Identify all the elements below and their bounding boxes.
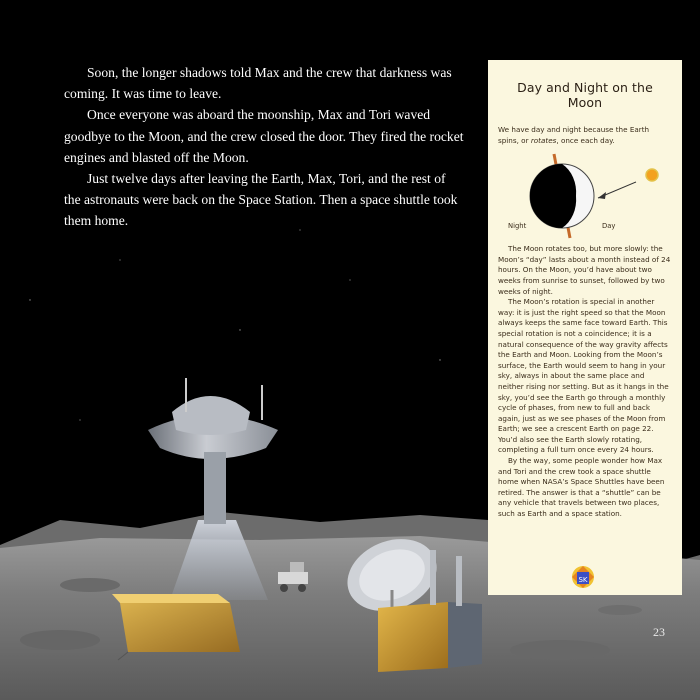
logo-text: SK [578, 576, 588, 584]
story-paragraph: Just twelve days after leaving the Earth, Max, Tori, and the rest of the astronauts were back on the Space Station. Then a space shuttle took them home. [64, 171, 458, 229]
intro-text-end: , once each day. [556, 135, 615, 145]
publisher-logo-icon [570, 564, 596, 590]
story-text [64, 62, 464, 232]
day-label: Day [602, 222, 616, 231]
sidebar-intro [498, 125, 672, 146]
earth-rotation-diagram [498, 148, 672, 244]
rotation-diagram-svg [498, 148, 672, 244]
story-paragraph: Soon, the longer shadows told Max and the crew that darkness was coming. It was time to leave. [64, 65, 452, 102]
sidebar-body [498, 244, 672, 519]
intro-text: We have day and night because the Earth spins, or [498, 125, 650, 145]
sun-icon [646, 169, 658, 181]
sidebar-paragraph: The Moon rotates too, but more slowly: the Moon’s “day” lasts about a month instead of 24 hours. On the Moon, you’d have about two weeks from sunrise to sunset, followed by two weeks of night. [498, 244, 671, 296]
story-paragraph: Once everyone was aboard the moonship, Max and Tori waved goodbye to the Moon, and the crew closed the door. They fired the rocket engines and blasted off the Moon. [64, 107, 464, 165]
gold-module [112, 594, 240, 660]
sidebar-title: Day and Night on the Moon [517, 80, 653, 110]
page-number: 23 [653, 625, 665, 639]
night-label: Night [508, 222, 527, 231]
intro-emphasis: rotates [530, 135, 557, 145]
sidebar-panel [488, 60, 682, 595]
sidebar-paragraph: The Moon’s rotation is special in another way: it is just the right speed so that the Moon always keeps the same face toward Earth. This special rotation is not a coincidence; it is a natural consequence of the way gravity affects the Earth and Moon. Looking from the Moon’s surface, the Earth would seem to hang in your sky, always in about the same place and neither rising nor setting. But as it hangs in the sky, you’d see the Earth go through a monthly cycle of phases, from new to full and back again, just as we see phases of the Moon from Earth; we see a crescent Earth on page 22. You’d also see the Earth slowly rotating, completing a full turn once every 24 hours. [498, 297, 669, 455]
moonship [148, 378, 278, 524]
sidebar-paragraph: By the way, some people wonder how Max and Tori and the crew took a space shuttle home when NASA’s Space Shuttles have been retired. The answer is that a “shuttle” can be any vehicle that travels between two places, such as Earth and a space station. [498, 456, 665, 519]
stars [29, 229, 440, 420]
